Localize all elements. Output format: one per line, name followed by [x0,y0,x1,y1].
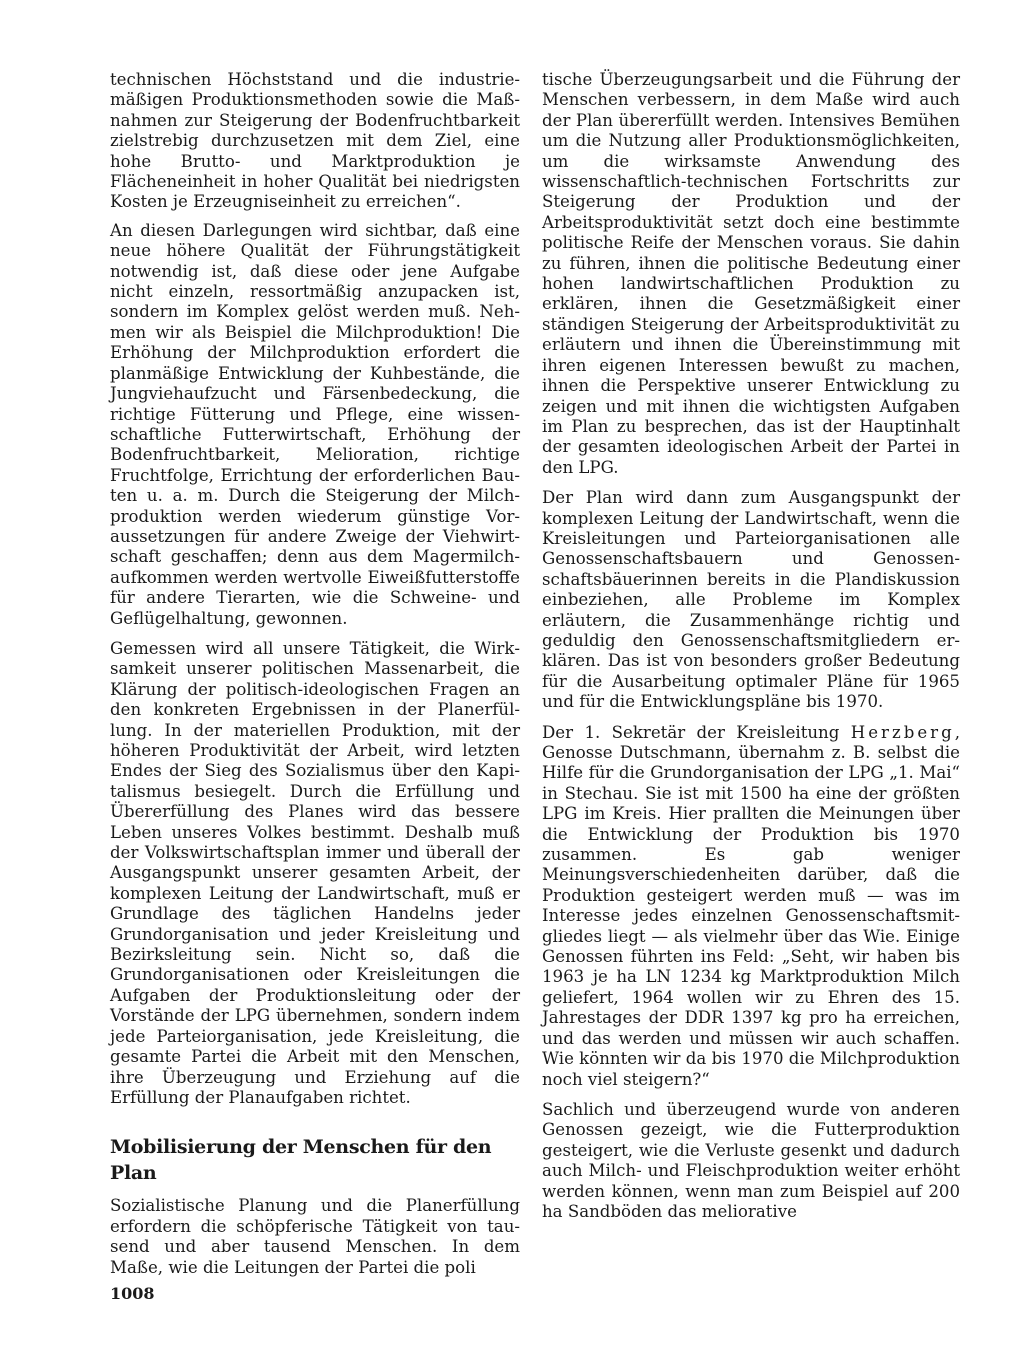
section-heading: Mobilisierung der Menschen für den Plan [110,1136,492,1185]
left-paragraph-3: Gemessen wird all unsere Tätigkeit, die Wirksamkeit unserer politischen Massenarbeit, die Klärung der politisch-ideologischen Fragen an den konkreten Ergebnissen in der Planerfüllung. In der materiellen Produktion, mit der höheren Produktivität der Arbeit, wird letzten Endes der Sieg des Sozialismus über den Kapitalismus besiegelt. Durch die Erfüllung und Übererfüllung des Planes wird das bessere Leben unseres Volkes bestimmt. Deshalb muß der Volkswirtschaftsplan immer und überall der Ausgangspunkt unserer gesamten Arbeit, der komplexen Leitung der Landwirtschaft, muß er Grundlage des täglichen Handelns jeder Grundorganisation und jeder Kreisleitung und Bezirksleitung sein. Nicht so, daß die Grundorganisationen oder Kreisleitungen die Aufgaben der Produktionsleitung oder der Vorstände der LPG übernehmen, sondern indem jede Parteiorganisation, jede Kreisleitung, die gesamte Partei die Arbeit mit den Menschen, ihre Überzeugung und Erziehung auf die Erfüllung der Planaufgaben richtet. [110,638,520,1107]
right-paragraph-4: Sachlich und überzeugend wurde von anderen Genossen gezeigt, wie die Futterproduktion gesteigert, wie die Verluste gesenkt und dadurch auch Milch- und Fleischproduktion weiter erhöht werden können, wenn man zum Beispiel auf 200 ha Sandböden das meliorative [542,1099,960,1221]
left-column [110,70,520,1288]
left-paragraph-1: technischen Höchststand und die industriemäßigen Produktionsmethoden sowie die Maßnahmen zur Steigerung der Bodenfruchtbarkeit zielstrebig durchzusetzen mit dem Ziel, eine hohe Brutto- und Marktproduktion je Flächeneinheit in hoher Qualität bei niedrigsten Kosten je Erzeugniseinheit zu erreichen“. [110,70,520,212]
page-number: 1008 [110,1284,155,1303]
right-paragraph-3 [542,723,960,1090]
right-paragraph-3-rest: , Genosse Dutschmann, übernahm z. B. selbst die Hilfe für die Grundorganisation der LPG „1. Mai“ in Stechau. Sie ist mit 1500 ha eine der größten LPG im Kreis. Hier prallten die Meinungen über die Entwicklung der Produktion bis 1970 zusammen. Es gab weniger Meinungsverschiedenheiten darüber, daß die Produktion gesteigert werden muß — was im Interesse jedes einzelnen Genossenschaftsmitgliedes liegt — als vielmehr über das Wie. Einige Genossen führten ins Feld: „Seht, wir haben bis 1963 je ha LN 1234 kg Marktproduktion Milch geliefert, 1964 wollen wir zu Ehren des 15. Jahrestages der DDR 1397 kg pro ha erreichen, und das werden und müssen wir auch schaffen. Wie könnten wir da bis 1970 die Milchproduktion noch viel steigern?“ [542,722,960,1089]
right-column [542,70,960,1232]
left-paragraph-4: Sozialistische Planung und die Planerfüllung erfordern die schöpferische Tätigkeit von tausend und aber tausend Menschen. In dem Maße, wie die Leitungen der Partei die poli [110,1196,520,1277]
spaced-name-herzberg: Herzberg [850,722,955,742]
right-paragraph-1: tische Überzeugungsarbeit und die Führung der Menschen verbessern, in dem Maße wird auch der Plan übererfüllt werden. Intensives Bemühen um die Nutzung aller Produktionsmöglichkeiten, um die wirksamste Anwendung des wissenschaftlich-technischen Fortschritts zur Steigerung der Produktion und der Arbeitsproduktivität setzt doch eine bestimmte politische Reife der Menschen voraus. Sie dahin zu führen, ihnen die politische Bedeutung einer hohen landwirtschaftlichen Produktion zu erklären, ihnen die Gesetzmäßigkeit einer ständigen Steigerung der Arbeitsproduktivität zu erläutern und ihnen die Übereinstimmung mit ihren eigenen Interessen bewußt zu machen, ihnen die Perspektive unserer Entwicklung zu zeigen und mit ihnen die wichtigsten Aufgaben im Plan zu besprechen, das ist der Hauptinhalt der gesamten ideologischen Arbeit der Partei in den LPG. [542,70,960,477]
right-paragraph-2: Der Plan wird dann zum Ausgangspunkt der komplexen Leitung der Landwirtschaft, wenn die Kreisleitungen und Parteiorganisationen alle Genossenschaftsbauern und Genossenschaftsbäuerinnen bereits in die Plandiskussion einbeziehen, alle Probleme im Komplex erläutern, die Zusammenhänge richtig und geduldig den Genossenschaftsmitgliedern erklären. Das ist von besonders großer Bedeutung für die Ausarbeitung optimaler Pläne für 1965 und für die Entwicklungspläne bis 1970. [542,488,960,712]
left-paragraph-2: An diesen Darlegungen wird sichtbar, daß eine neue höhere Qualität der Führungstätigkeit notwendig ist, daß diese oder jene Aufgabe nicht einzeln, ressortmäßig anzupacken ist, sondern im Komplex gelöst werden muß. Nehmen wir als Beispiel die Milchproduktion! Die Erhöhung der Milchproduktion erfordert die planmäßige Entwicklung der Kuhbestände, die Jungviehaufzucht und Färsenbedeckung, die richtige Fütterung und Pflege, eine wissenschaftliche Futterwirtschaft, Erhöhung der Bodenfruchtbarkeit, Melioration, richtige Fruchtfolge, Errichtung der erforderlichen Bauten u. a. m. Durch die Steigerung der Milchproduktion werden wiederum günstige Voraussetzungen für andere Zweige der Viehwirtschaft geschaffen; denn aus dem Magermilchaufkommen werden wertvolle Eiweißfutterstoffe für andere Tierarten, wie die Schweine- und Geflügelhaltung, gewonnen. [110,220,520,628]
right-paragraph-3-start: Der 1. Sekretär der Kreisleitung [542,722,851,742]
